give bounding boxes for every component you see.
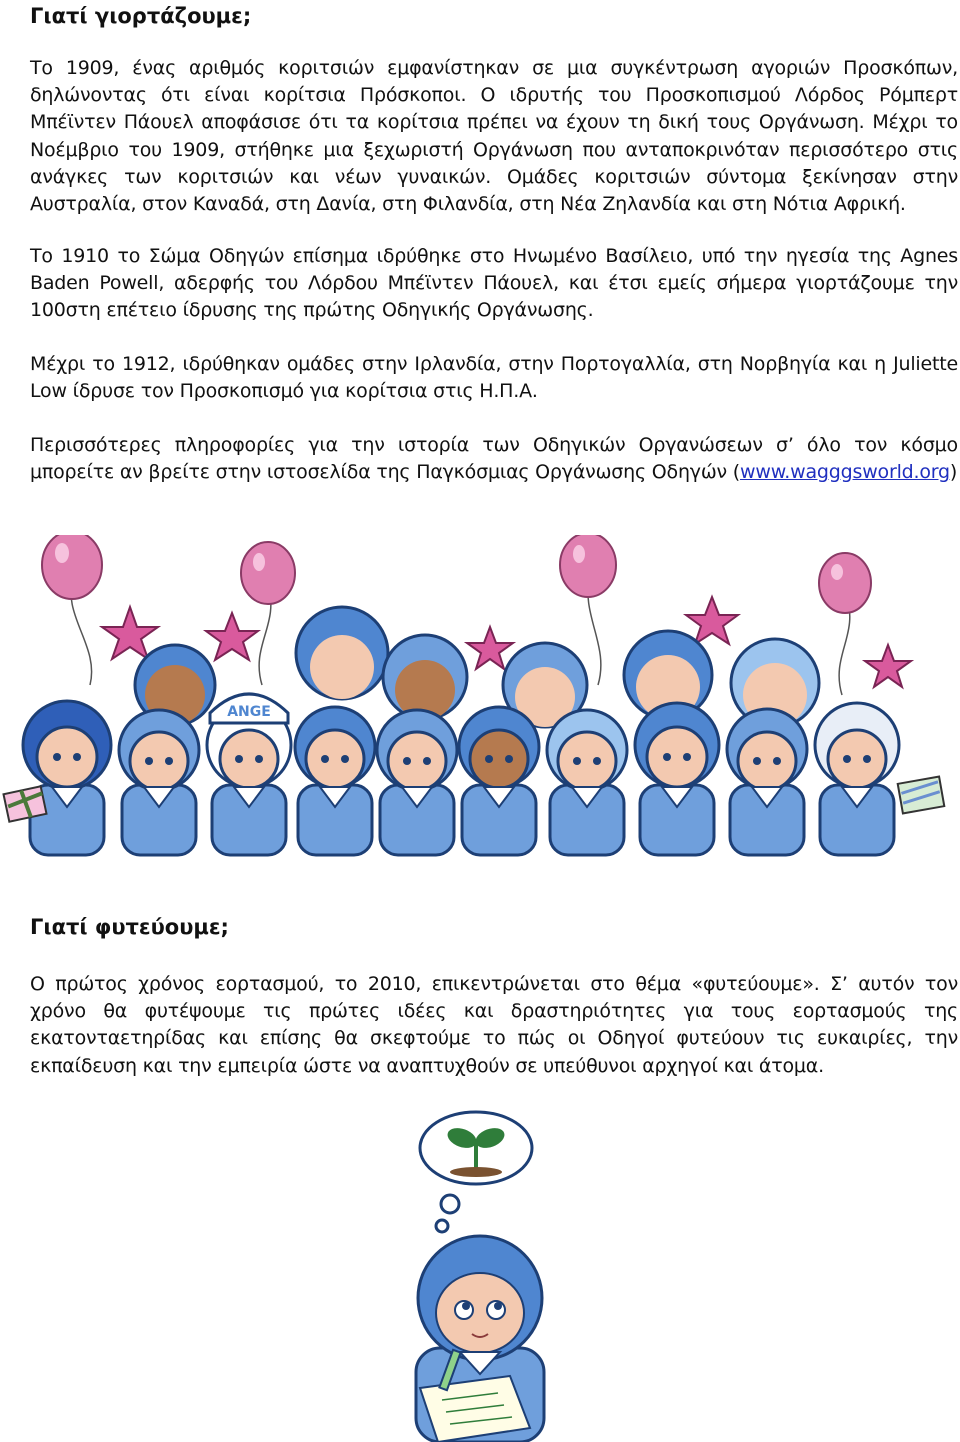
star-icon — [467, 627, 513, 669]
cap-icon — [210, 694, 288, 723]
paragraph-history-1910: Το 1910 το Σώμα Οδηγών επίσημα ιδρύθηκε στο Ηνωμένο Βασίλειο, υπό την ηγεσία της Agnes Baden Powell, αδερφής του Λόρδου Μπέϊντεν Πάουελ, και έτσι εμείς σήμερα γιορτάζουμε την 100στη επέτειο ίδρυσης της πρώτης Οδηγικής Οργάνωσης. — [30, 245, 958, 322]
girl-thinking-sprout-illustration — [380, 1108, 580, 1442]
flag-icon — [898, 777, 945, 814]
more-info-text: Περισσότερες πληροφορίες για την ιστορία των Οδηγικών Οργανώσεων σ’ όλο τον κόσμο μπορείτε αν βρείτε στην ιστοσελίδα της Παγκόσμιας Οργάνωσης Οδηγών ( — [30, 434, 958, 484]
paragraph-history-1912: Μέχρι το 1912, ιδρύθηκαν ομάδες στην Ιρλανδία, στην Πορτογαλλία, στη Νορβηγία και η Juliette Low ίδρυσε τον Προσκοπισμό για κορίτσια στις Η.Π.Α. — [30, 353, 958, 403]
balloon-icon — [42, 535, 102, 685]
star-icon — [102, 607, 158, 659]
paragraph-more-info — [30, 432, 958, 486]
more-info-close: ) — [949, 461, 958, 484]
star-icon — [865, 645, 911, 687]
star-icon — [206, 613, 258, 660]
paragraph-history-1909: Το 1909, ένας αριθμός κοριτσιών εμφανίστηκαν σε μια συγκέντρωση αγοριών Προσκόπων, δηλώνοντας ότι είναι κορίτσια Πρόσκοποι. Ο ιδρυτής του Προσκοπισμού Λόρδος Ρόμπερτ Μπέϊντεν Πάουελ αποφάσισε ότι τα κορίτσια πρέπει να έχουν τη δική τους Οργάνωση. Μέχρι το Νοέμβριο του 1909, στήθηκε μια ξεχωριστή Οργάνωση που ανταποκρινόταν περισσότερο στις ανάγκες των κοριτσιών και νέων γυναικών. Ομάδες κοριτσιών σύντομα ξεκίνησαν στην Αυστραλία, στον Καναδά, στη Δανία, στη Φιλανδία, στη Νέα Ζηλανδία και στη Νότια Αφρική. — [30, 57, 958, 216]
paragraph-planting: Ο πρώτος χρόνος εορτασμού, το 2010, επικεντρώνεται στο θέμα «φυτεύουμε». Σ’ αυτόν τον χρόνο θα φυτέψουμε τις πρώτες ιδέες και δραστηριότητες για τους εορτασμούς της εκατονταετηρίδας και επίσης θα σκεφτούμε το πώς οι Οδηγοί φυτεύουν τις ευκαιρίες, την εκπαίδευση και την εμπειρία ώστε να αναπτυχθούν σε υπεύθυνοι αρχηγοί και άτομα. — [30, 973, 958, 1077]
section-title-why-plant: Γιατί φυτεύουμε; — [30, 915, 229, 939]
girl-guides-group-illustration — [0, 535, 960, 875]
wagggs-link[interactable]: www.wagggsworld.org — [740, 461, 950, 484]
cap-text: ANGE — [227, 704, 271, 720]
section-title-why-celebrate: Γιατί γιορτάζουμε; — [30, 4, 252, 28]
balloon-icon — [241, 542, 295, 685]
balloon-icon — [819, 553, 871, 695]
star-icon — [686, 597, 738, 644]
